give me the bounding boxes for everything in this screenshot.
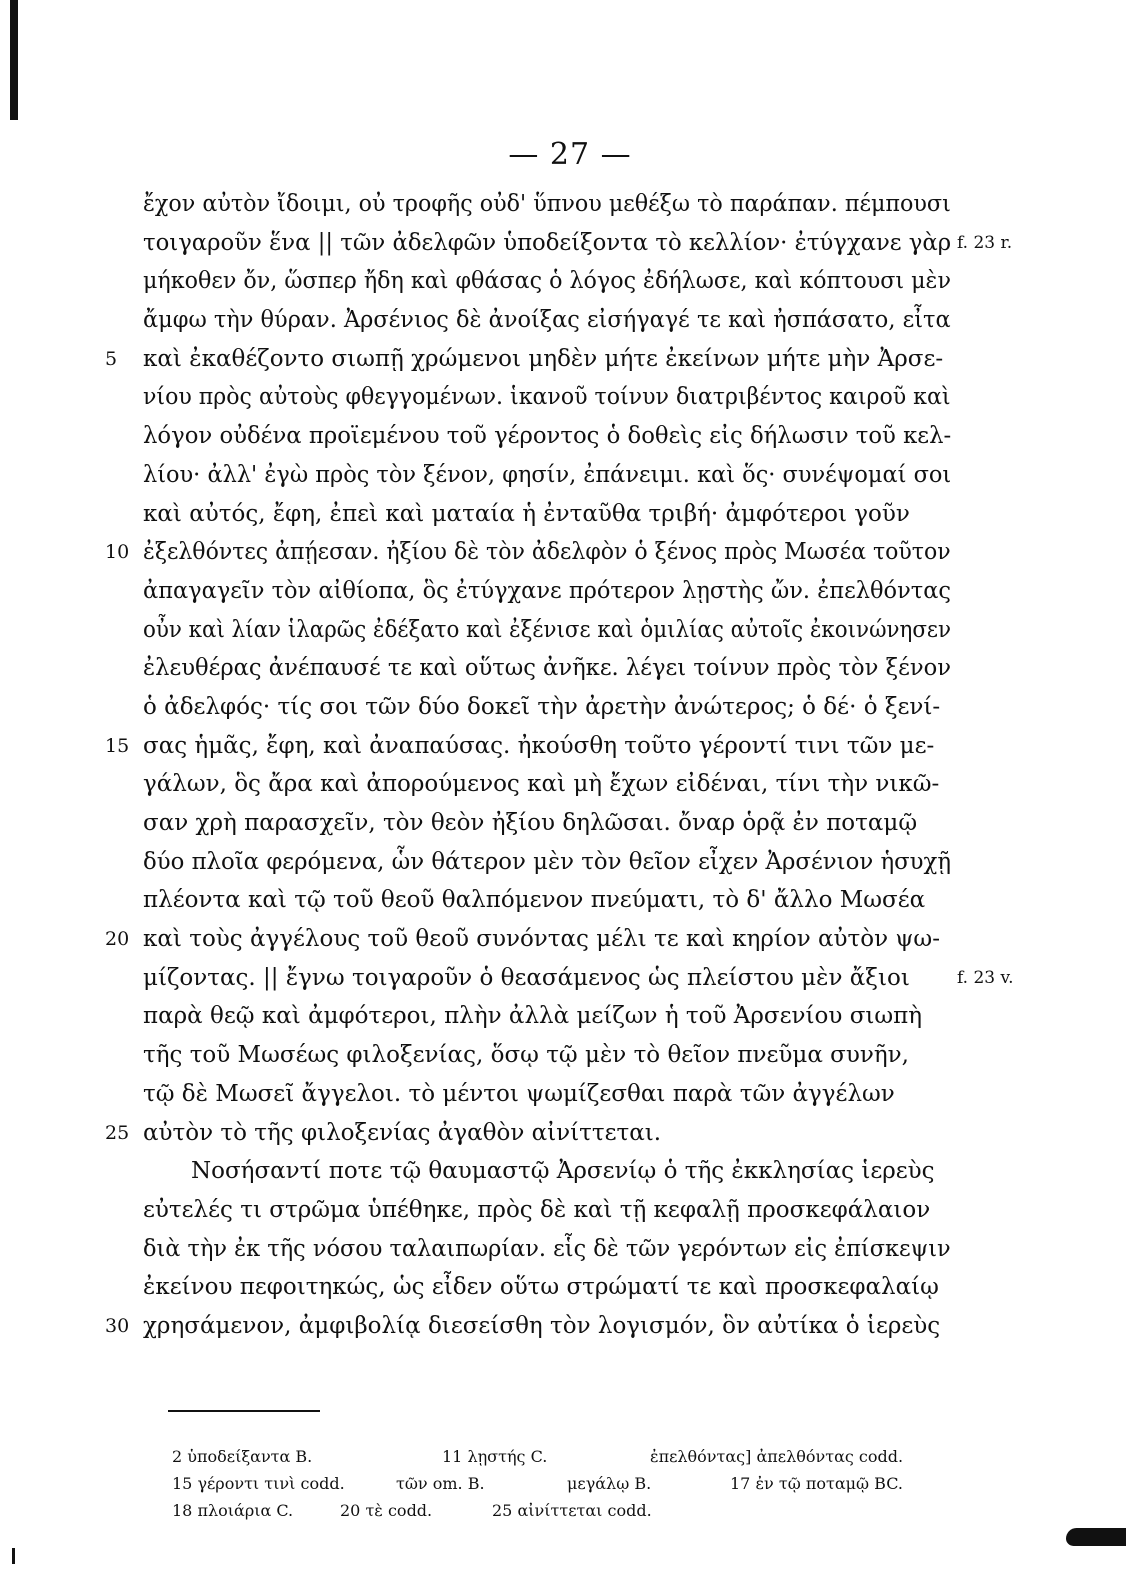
apparatus-line: [172, 1497, 952, 1524]
line-text: δύο πλοῖα φερόμενα, ὧν θάτερον μὲν τὸν θεῖον εἶχεν Ἀρσένιον ἡσυχῇ: [143, 848, 952, 875]
apparatus-entry: ἐπελθόντας] ἀπελθόντας codd.: [650, 1447, 904, 1466]
line-number: 10: [105, 541, 130, 564]
line-text: μήκοθεν ὄν, ὥσπερ ἤδη καὶ φθάσας ὁ λόγος ἐδήλωσε, καὶ κόπτουσι μὲν: [143, 268, 951, 295]
line-text: εὐτελές τι στρῶμα ὑπέθηκε, πρὸς δὲ καὶ τῇ κεφαλῇ προσκεφάλαιον: [143, 1196, 931, 1223]
line-text: ἔχον αὐτὸν ἴδοιμι, οὐ τροφῆς οὐδ' ὕπνου μεθέξω τὸ παράπαν. πέμπουσι: [143, 191, 951, 217]
line-text: πλέοντα καὶ τῷ τοῦ θεοῦ θαλπόμενον πνεύματι, τὸ δ' ἄλλο Μωσέα: [143, 887, 926, 914]
line-text: ὁ ἀδελφός· τίς σοι τῶν δύο δοκεῖ τὴν ἀρετὴν ἀνώτερος; ὁ δέ· ὁ ξενί-: [143, 693, 941, 720]
text-line: [143, 997, 951, 1036]
text-line: [105, 533, 951, 572]
text-line: [105, 1307, 951, 1346]
line-text: ἐκείνου πεφοιτηκώς, ὡς εἶδεν οὕτω στρώματί τε καὶ προσκεφαλαίῳ: [143, 1274, 939, 1301]
text-line: [105, 1114, 951, 1153]
line-text: οὖν καὶ λίαν ἱλαρῶς ἐδέξατο καὶ ἐξένισε καὶ ὁμιλίας αὐτοῖς ἐκοινώνησεν: [143, 616, 951, 643]
text-line: [143, 649, 951, 688]
text-line: [105, 920, 951, 959]
folio-note: f. 23 v.: [957, 967, 1014, 988]
text-line: [105, 340, 951, 379]
line-text: χρησάμενον, ἀμφιβολίᾳ διεσείσθη τὸν λογισμόν, ὃν αὐτίκα ὁ ἱερεὺς: [143, 1312, 941, 1339]
critical-apparatus: [172, 1443, 952, 1524]
line-number: 15: [105, 734, 130, 757]
text-line: [143, 611, 951, 650]
text-line: [143, 378, 951, 417]
text-line: [143, 572, 951, 611]
line-text: ἐξελθόντες ἀπῄεσαν. ἠξίου δὲ τὸν ἀδελφὸν ὁ ξένος πρὸς Μωσέα τοῦτον: [143, 539, 951, 566]
line-text: καὶ τοὺς ἀγγέλους τοῦ θεοῦ συνόντας μέλι τε καὶ κηρίον αὐτὸν ψω-: [143, 926, 940, 953]
apparatus-entry: 15 γέροντι τινὶ codd.: [172, 1474, 345, 1493]
line-text: σαν χρὴ παρασχεῖν, τὸν θεὸν ἠξίου δηλῶσαι. ὄναρ ὁρᾷ ἐν ποταμῷ: [143, 810, 918, 836]
scan-artifact: [12, 1548, 15, 1564]
line-text: τοιγαροῦν ἕνα || τῶν ἀδελφῶν ὑποδείξοντα τὸ κελλίον· ἐτύγχανε γὰρ: [143, 229, 952, 256]
apparatus-line: [172, 1470, 952, 1497]
text-line: [143, 1036, 951, 1075]
apparatus-entry: 11 λῃστής C.: [442, 1447, 548, 1466]
apparatus-line: [172, 1443, 952, 1470]
line-text: τῷ δὲ Μωσεῖ ἄγγελοι. τὸ μέντοι ψωμίζεσθαι παρὰ τῶν ἀγγέλων: [143, 1080, 895, 1107]
text-line: [143, 456, 951, 495]
text-line: [143, 224, 1013, 263]
text-line: [143, 262, 951, 301]
apparatus-entry: τῶν om. B.: [396, 1474, 485, 1493]
line-text: αὐτὸν τὸ τῆς φιλοξενίας ἀγαθὸν αἰνίττεται.: [143, 1119, 662, 1146]
text-line: [143, 765, 951, 804]
text-line: [143, 1191, 951, 1230]
text-line: [143, 1230, 951, 1269]
line-text: τῆς τοῦ Μωσέως φιλοξενίας, ὅσῳ τῷ μὲν τὸ θεῖον πνεῦμα συνῆν,: [143, 1042, 909, 1069]
text-line: [143, 959, 1014, 998]
line-text: καὶ ἐκαθέζοντο σιωπῇ χρώμενοι μηδὲν μήτε ἐκείνων μήτε μὴν Ἀρσε-: [143, 345, 944, 372]
line-text: γάλων, ὃς ἄρα καὶ ἀπορούμενος καὶ μὴ ἔχων εἰδέναι, τίνι τὴν νικῶ-: [143, 771, 940, 798]
apparatus-entry: 18 πλοιάρια C.: [172, 1501, 294, 1520]
apparatus-entry: μεγάλῳ B.: [567, 1474, 652, 1493]
text-line: [143, 804, 951, 843]
line-text: Νοσήσαντί ποτε τῷ θαυμαστῷ Ἀρσενίῳ ὁ τῆς ἐκκλησίας ἱερεὺς: [191, 1158, 935, 1185]
line-text: μίζοντας. || ἔγνω τοιγαροῦν ὁ θεασάμενος ὡς πλείστου μὲν ἄξιοι: [143, 964, 910, 991]
line-number: 20: [105, 928, 130, 951]
line-number: 25: [105, 1121, 130, 1144]
line-text: ἐλευθέρας ἀνέπαυσέ τε καὶ οὕτως ἀνῆκε. λέγει τοίνυν πρὸς τὸν ξένον: [143, 655, 951, 682]
line-text: νίου πρὸς αὐτοὺς φθεγγομένων. ἱκανοῦ τοίνυν διατριβέντος καιροῦ καὶ: [143, 384, 951, 411]
text-line: [143, 843, 951, 882]
text-line: [143, 1152, 951, 1191]
text-line: [143, 417, 951, 456]
line-text: ἀπαγαγεῖν τὸν αἰθίοπα, ὃς ἐτύγχανε πρότερον λῃστὴς ὤν. ἐπελθόντας: [143, 577, 952, 604]
line-text: ἄμφω τὴν θύραν. Ἀρσένιος δὲ ἀνοίξας εἰσήγαγέ τε καὶ ἠσπάσατο, εἶτα: [143, 307, 951, 334]
text-line: [143, 185, 951, 224]
text-line: [143, 1268, 951, 1307]
page-number: — 27 —: [508, 137, 632, 172]
scan-artifact: [10, 0, 18, 120]
line-number: 30: [105, 1314, 130, 1337]
apparatus-entry: 25 αἰνίττεται codd.: [492, 1501, 652, 1520]
text-line: [143, 688, 951, 727]
text-line: [143, 301, 951, 340]
line-number: 5: [105, 347, 118, 370]
text-line: [143, 495, 951, 534]
text-line: [105, 727, 951, 766]
scan-artifact: [1066, 1528, 1126, 1546]
line-text: σας ἡμᾶς, ἔφη, καὶ ἀναπαύσας. ἠκούσθη τοῦτο γέροντί τινι τῶν με-: [143, 732, 935, 759]
footnote-rule: [168, 1410, 320, 1412]
line-text: καὶ αὐτός, ἔφη, ἐπεὶ καὶ ματαία ἡ ἐνταῦθα τριβή· ἀμφότεροι γοῦν: [143, 500, 910, 527]
line-text: παρὰ θεῷ καὶ ἀμφότεροι, πλὴν ἀλλὰ μείζων ἡ τοῦ Ἀρσενίου σιωπὴ: [143, 1003, 923, 1030]
apparatus-entry: 2 ὑποδείξαντα B.: [172, 1447, 313, 1466]
apparatus-entry: 17 ἐν τῷ ποταμῷ BC.: [730, 1474, 903, 1493]
line-text: λόγον οὐδένα προϊεμένου τοῦ γέροντος ὁ δοθεὶς εἰς δήλωσιν τοῦ κελ-: [143, 423, 952, 450]
text-line: [143, 881, 951, 920]
line-text: λίου· ἀλλ' ἐγὼ πρὸς τὸν ξένον, φησίν, ἐπάνειμι. καὶ ὅς· συνέψομαί σοι: [143, 461, 952, 488]
folio-note: f. 23 r.: [957, 232, 1013, 253]
line-text: διὰ τὴν ἐκ τῆς νόσου ταλαιπωρίαν. εἷς δὲ τῶν γερόντων εἰς ἐπίσκεψιν: [143, 1235, 951, 1262]
main-text: [105, 185, 1014, 1346]
text-line: [143, 1075, 951, 1114]
apparatus-entry: 20 τὲ codd.: [340, 1501, 433, 1520]
